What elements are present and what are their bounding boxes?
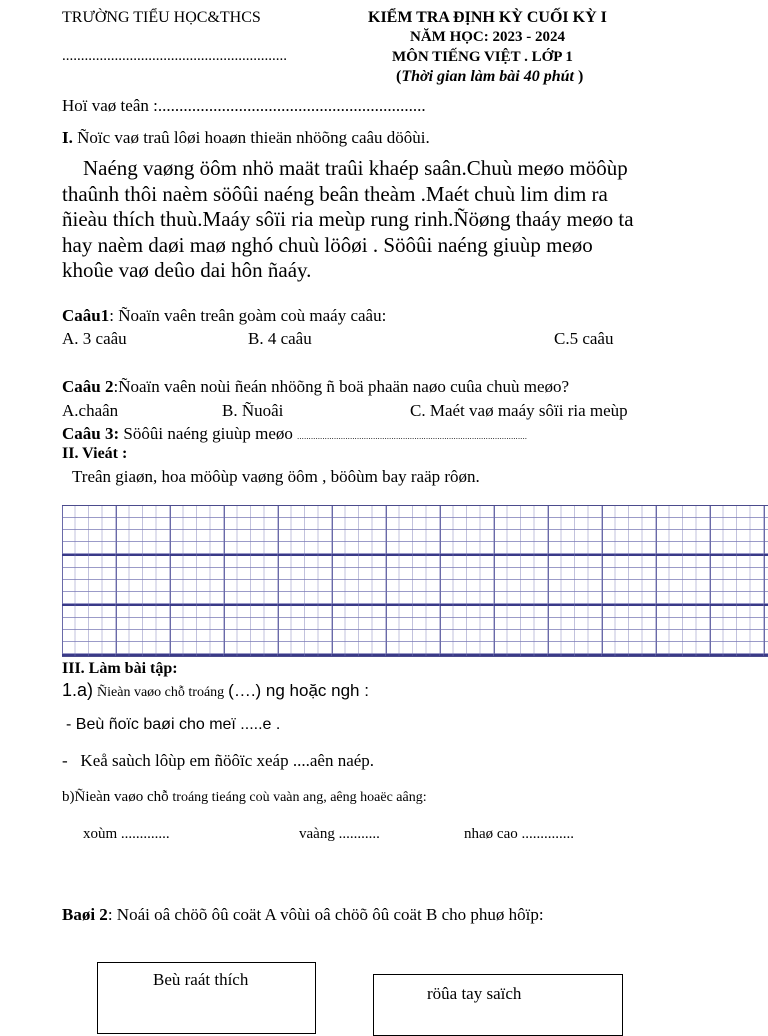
question-3-blank[interactable]: ....................................................................................................	[297, 432, 528, 441]
q1-option-c[interactable]: C.5 caâu	[554, 329, 614, 348]
exercise-1a-text: Ñieàn vaøo chỗ troáng	[97, 685, 225, 700]
passage-line: hay naèm daøi maø nghó chuù löôøi . Söôûi naéng giuùp meøo	[62, 232, 593, 257]
subject-line: MÔN TIẾNG VIỆT . LỚP 1	[392, 49, 573, 65]
name-label: Hoï vaø teân :	[62, 96, 158, 115]
q1-option-a[interactable]: A. 3 caâu	[62, 329, 127, 348]
bai2-label: Baøi 2	[62, 905, 108, 924]
passage-line: Naéng vaøng öôm nhö maät traûi khaép saân.Chuù meøo möôùp	[83, 156, 628, 180]
exercise-1a	[62, 680, 369, 701]
section2-title: II. Vieát :	[62, 445, 128, 462]
section3-title: III. Làm bài tập:	[62, 660, 178, 677]
question-1-label: Caâu1	[62, 306, 110, 325]
q2-option-b[interactable]: B. Ñuoâi	[222, 401, 284, 420]
question-3	[62, 424, 527, 444]
question-1-text: : Ñoaïn vaên treân goàm coù maáy caâu:	[109, 306, 387, 325]
question-2-text: :Ñoaïn vaên noùi ñeán nhöõng ñ boä phaän naøo cuûa chuù meøo?	[113, 377, 570, 396]
q2-option-a[interactable]: A.chaân	[62, 401, 119, 420]
passage-line: ñieàu thích thuù.Maáy sôïi ria meùp rung rinh.Ñöøng thaáy meøo ta	[62, 207, 634, 231]
school-year: NĂM HỌC: 2023 - 2024	[410, 29, 565, 45]
bai2-text: : Noái oâ chöõ ôû coät A vôùi oâ chöõ ôû coät B cho phuø hôïp:	[107, 905, 544, 924]
column-a-box[interactable]	[97, 962, 316, 1034]
reading-passage	[62, 156, 634, 284]
exercise-1a-number: 1.a)	[62, 680, 94, 700]
section1-heading	[62, 128, 430, 148]
fill-item-3[interactable]: nhaø cao ..............	[464, 826, 574, 842]
time-line: (Thời gian làm bài 40 phút )	[396, 68, 584, 85]
fill-item-1[interactable]: xoùm .............	[83, 826, 170, 842]
column-b-box[interactable]	[373, 974, 623, 1036]
name-line	[62, 96, 426, 116]
exercise-1a-line2	[62, 751, 374, 771]
exam-title: KIỂM TRA ĐỊNH KỲ CUỐI KỲ I	[368, 9, 607, 26]
handwriting-grid[interactable]	[62, 505, 768, 657]
exercise-1a-text2: (….) ng hoặc ngh :	[228, 681, 369, 700]
question-2	[62, 377, 569, 397]
section1-title: Ñoïc vaø traû lôøi hoaøn thieän nhöõng caâu döôùi.	[77, 128, 430, 147]
column-a-text: Beù raát thích	[153, 970, 249, 989]
school-name: TRƯỜNG TIỂU HỌC&THCS	[62, 9, 261, 26]
question-2-label: Caâu 2	[62, 377, 114, 396]
school-blank: ............................................................	[62, 48, 287, 64]
q1-option-b[interactable]: B. 4 caâu	[248, 329, 312, 348]
exercise-1b-part1: b)Ñieàn vaøo chỗ	[62, 789, 169, 805]
section1-number: I.	[62, 128, 73, 147]
exercise-1b	[62, 789, 427, 806]
time-text: Thời gian làm bài 40 phút	[401, 68, 574, 85]
fill-item-2[interactable]: vaàng ...........	[299, 826, 380, 842]
bai2-heading	[62, 905, 544, 925]
dash: -	[62, 751, 68, 770]
question-3-label: Caâu 3:	[62, 424, 120, 443]
passage-line: khoûe vaø deûo dai hôn ñaáy.	[62, 258, 312, 282]
q2-option-c[interactable]: C. Maét vaø maáy sôïi ria meùp	[410, 401, 628, 420]
passage-line: thaûnh thôi naèm söôûi naéng beân theàm .Maét chuù lim dim ra	[62, 181, 608, 206]
question-1	[62, 306, 386, 326]
question-3-text: Söôûi naéng giuùp meøo	[123, 424, 293, 443]
name-blank[interactable]: ...............................................................	[157, 96, 426, 115]
grid-dotted-lines	[62, 506, 768, 656]
exercise-1a-line1: - Beù ñoïc baøi cho meï .....e .	[66, 716, 281, 733]
writing-sentence: Treân giaøn, hoa möôùp vaøng öôm , böôùm bay raäp rôøn.	[72, 467, 480, 486]
exercise-1b-part2: troáng tieáng coù vaàn ang, aêng hoaëc aâng:	[172, 790, 427, 805]
column-b-text: röûa tay saïch	[427, 984, 522, 1003]
exercise-1a-line2-text: Keå saùch lôùp em ñöôïc xeáp ....aên naép.	[80, 751, 375, 770]
